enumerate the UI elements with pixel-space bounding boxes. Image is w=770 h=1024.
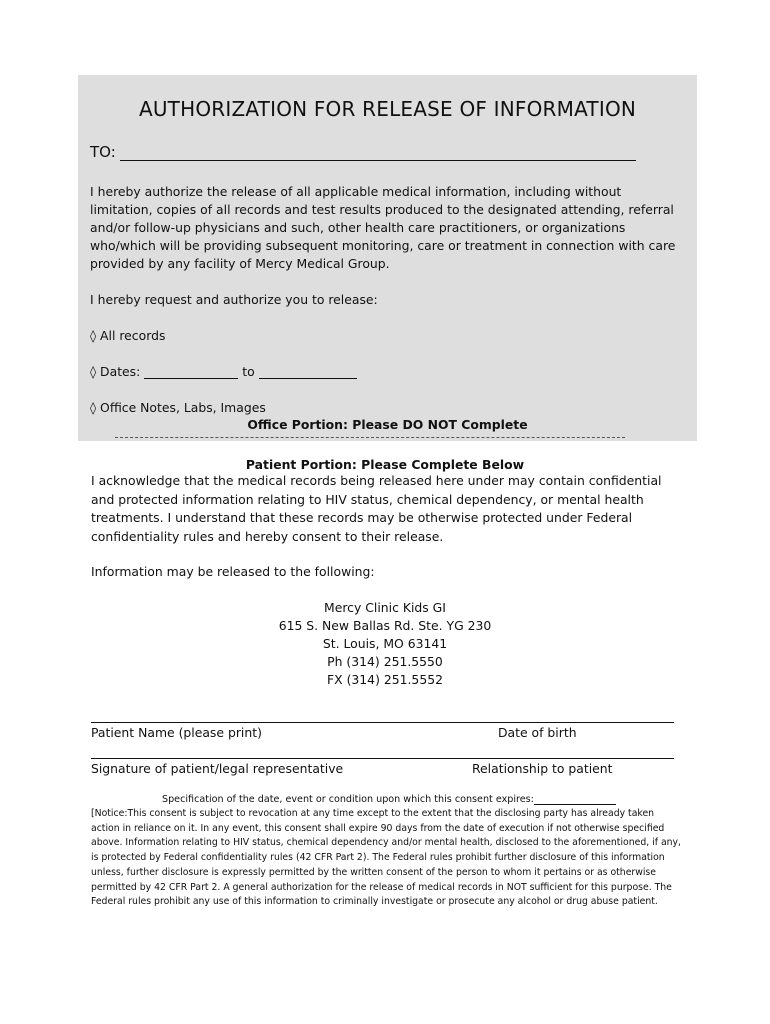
- patient-name-line[interactable]: [91, 722, 674, 723]
- dates-from-line[interactable]: [144, 366, 238, 379]
- signature-line[interactable]: [91, 758, 674, 759]
- authorization-paragraph: I hereby authorize the release of all applicable medical information, including without limitation, copies of all records and test results produced to the designated attending, referral and/or follow-up physicians and such, other health care practitioners, or organizations who/which will be providing subsequent monitoring, care or treatment in connection with care provided by any facility of Mercy Medical Group.: [90, 184, 676, 271]
- recipient-address1: 615 S. New Ballas Rd. Ste. YG 230: [278, 618, 492, 633]
- request-line: I hereby request and authorize you to release:: [90, 292, 378, 307]
- option-all-records[interactable]: ◊ All records: [90, 328, 166, 343]
- option-dates-label[interactable]: ◊ Dates:: [90, 364, 141, 379]
- expiration-input-line[interactable]: [534, 794, 616, 805]
- recipient-fax: FX (314) 251.5552: [327, 672, 443, 687]
- form-title: AUTHORIZATION FOR RELEASE OF INFORMATION: [138, 97, 637, 121]
- dob-label: Date of birth: [498, 725, 577, 740]
- office-portion-note: Office Portion: Please DO NOT Complete: [247, 417, 528, 432]
- acknowledge-paragraph: I acknowledge that the medical records being released here under may contain confidential and protected information relating to HIV status, chemical dependency, or mental health treatments. I understand that these records may be otherwise protected under Federal confidentiality rules and hereby consent to their release.: [91, 473, 662, 544]
- patient-name-label: Patient Name (please print): [91, 725, 262, 740]
- option-office-notes[interactable]: ◊ Office Notes, Labs, Images: [90, 400, 266, 415]
- relationship-label: Relationship to patient: [472, 761, 613, 776]
- option-dates-row: [90, 364, 357, 379]
- expiration-spec-label: Specification of the date, event or condition upon which this consent expires:: [162, 794, 534, 805]
- cut-line-divider: [115, 437, 625, 439]
- recipient-phone: Ph (314) 251.5550: [327, 654, 443, 669]
- dates-to-label: to: [242, 364, 255, 379]
- dates-to-line[interactable]: [259, 366, 357, 379]
- office-portion-section: [78, 75, 697, 441]
- recipient-name: Mercy Clinic Kids GI: [324, 600, 446, 615]
- to-label: TO:: [90, 143, 116, 161]
- patient-portion-heading: Patient Portion: Please Complete Below: [245, 457, 525, 472]
- to-field-row: [90, 143, 636, 161]
- legal-notice: [Notice:This consent is subject to revocation at any time except to the extent that the disclosing party has already taken action in reliance on it. In any event, this consent shall expire 90 days from the date of execution if not otherwise specified above. Information relating to HIV status, chemical dependency and/or mental health, disclosed to the aforementioned, if any, is protected by Federal confidentiality rules (42 CFR Part 2). The Federal rules prohibit further disclosure of this information unless, further disclosure is expressly permitted by the written consent of the person to whom it pertains or as otherwise permitted by 42 CFR Part 2. A general authorization for the release of medical records in NOT sufficient for this purpose. The Federal rules prohibit any use of this information to criminally investigate or prosecute any alcohol or drug abuse patient.: [91, 808, 681, 908]
- signature-label: Signature of patient/legal representative: [91, 761, 344, 776]
- to-input-line[interactable]: [120, 145, 636, 161]
- recipient-address2: St. Louis, MO 63141: [322, 636, 448, 651]
- expiration-spec-row: [162, 794, 616, 805]
- released-to-label: Information may be released to the following:: [91, 564, 375, 579]
